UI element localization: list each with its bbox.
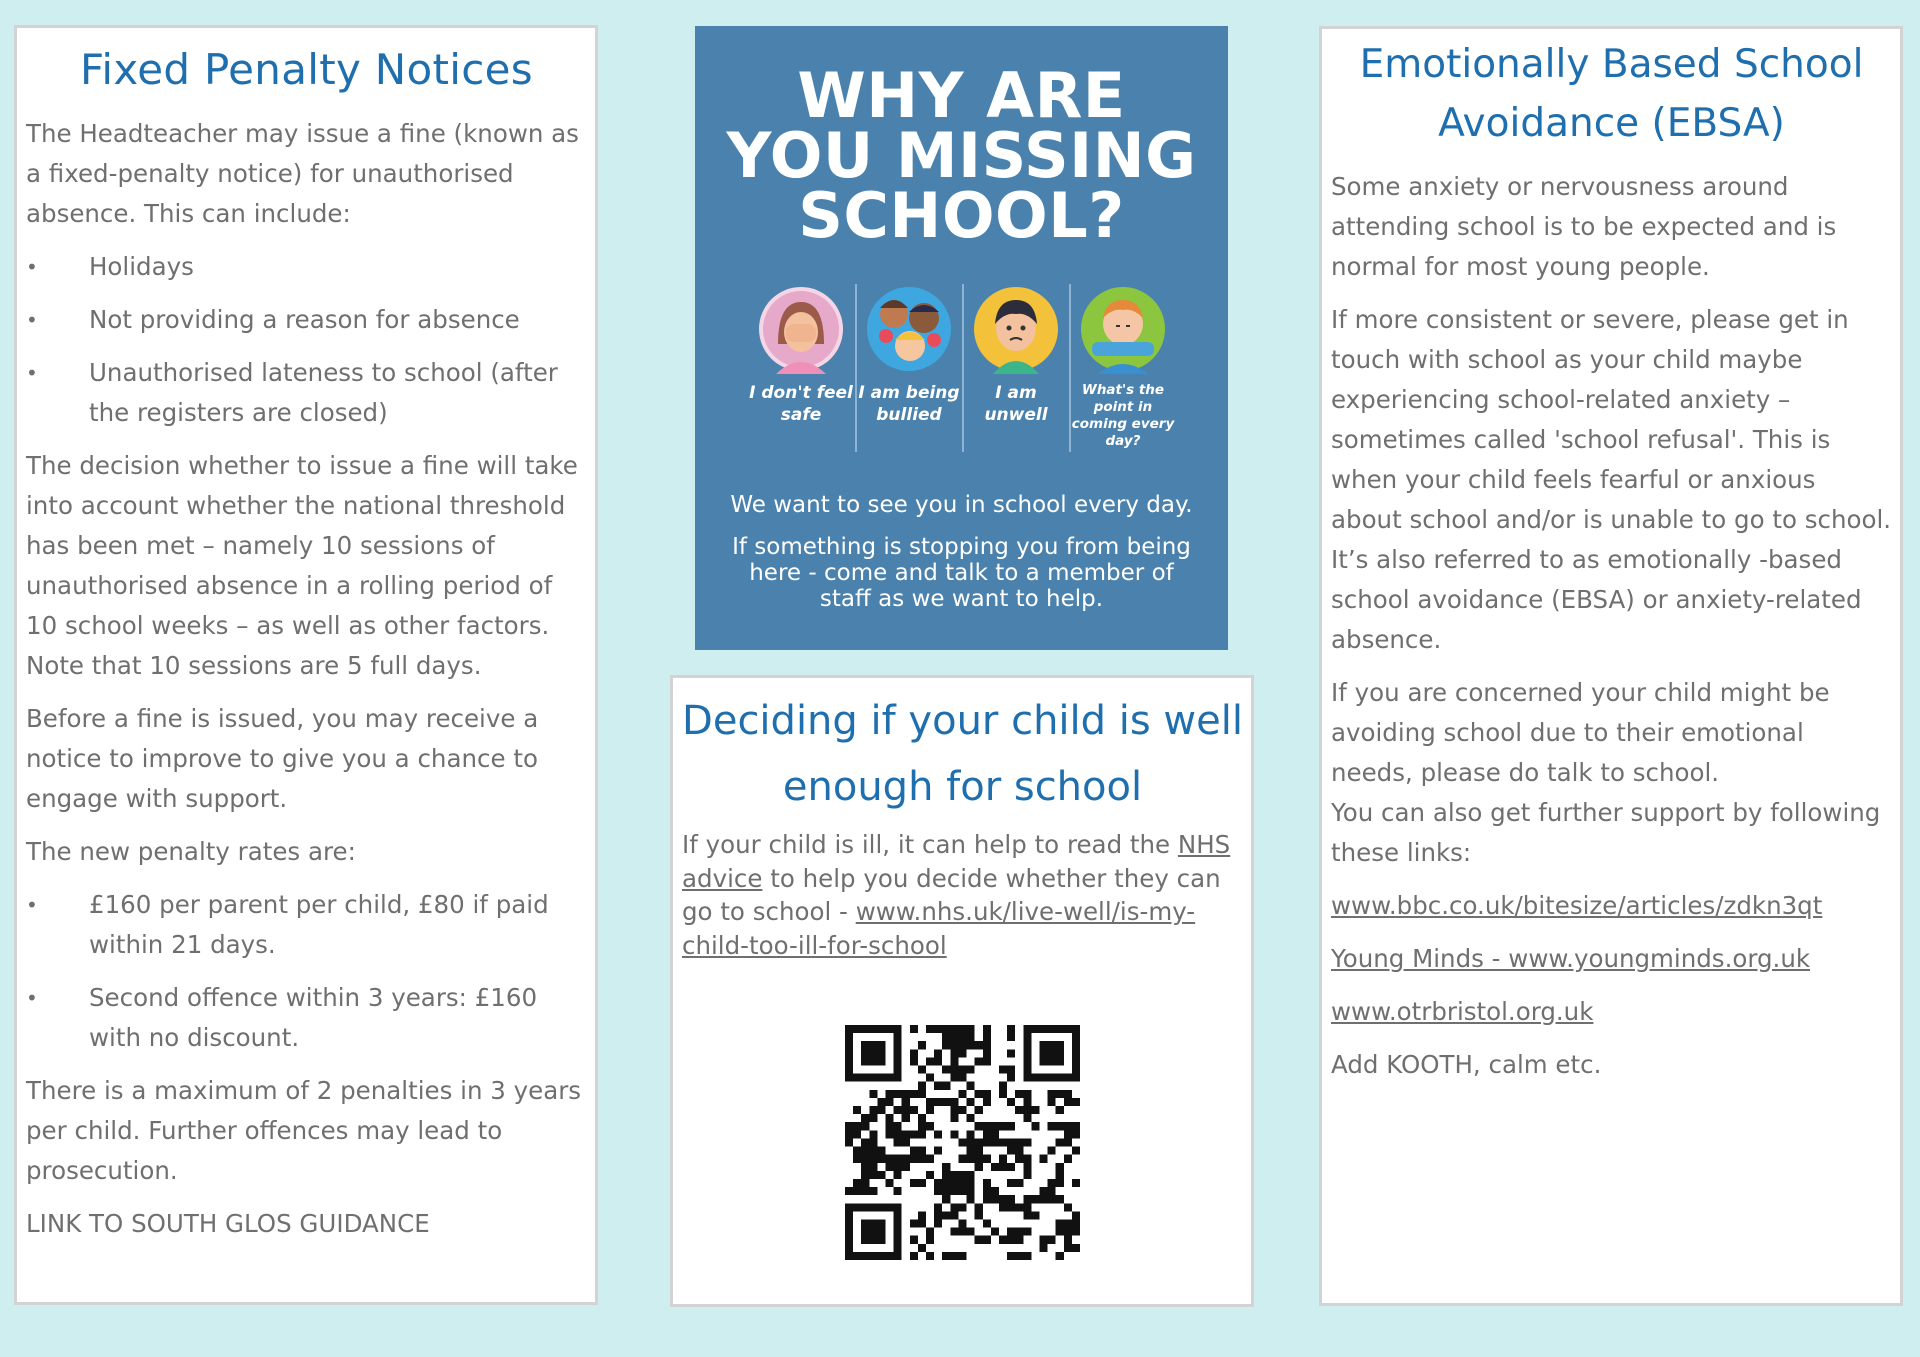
- poster-message: We want to see you in school every day.: [730, 492, 1193, 518]
- ebsa-paragraph-severe: If more consistent or severe, please get in touch with school as your child maybe experiencing school-related anxiety – sometimes called 'school refusal'. This is when your child feels fearful or anxious about school and/or is unable to go to school. It’s also referred to as emotionally -based school avoidance (EBSA) or anxiety-related absence.: [1331, 305, 1892, 654]
- bored-child-icon: [1078, 284, 1168, 374]
- ebsa-paragraph-normal: Some anxiety or nervousness around attending school is to be expected and is normal for most young people.: [1331, 172, 1837, 281]
- poster-help-message: If something is stopping you from being here - come and talk to a member of staff as we want to help.: [732, 534, 1191, 612]
- ebsa-title: Emotionally Based School Avoidance (EBSA): [1359, 42, 1864, 146]
- reason-not-safe: [748, 284, 855, 452]
- poster-icons-row: [695, 284, 1228, 452]
- ebsa-panel: [1319, 26, 1903, 1306]
- reason-unwell: [962, 284, 1069, 452]
- nhs-url-link[interactable]: www.nhs.uk/live-well/is-my-child-too-ill-for-school: [682, 897, 1196, 960]
- fixed-penalty-panel: [14, 25, 598, 1305]
- qr-code-icon[interactable]: [845, 1025, 1080, 1260]
- reason-bullied: [855, 284, 962, 452]
- notice-paragraph: Before a fine is issued, you may receive a notice to improve to give you a chance to engage with support.: [26, 704, 539, 813]
- list-item: • Not providing a reason for absence: [26, 300, 587, 340]
- bullied-group-icon: [864, 284, 954, 374]
- threshold-paragraph: The decision whether to issue a fine will take into account whether the national threshold has been met – namely 10 sessions of unauthorised absence in a rolling period of 10 school weeks – as well as other factors. Note that 10 sessions are 5 full days.: [26, 451, 578, 680]
- why-missing-school-poster: [695, 26, 1228, 650]
- otr-bristol-link[interactable]: www.otrbristol.org.uk: [1331, 997, 1594, 1026]
- ebsa-further-support: You can also get further support by following these links:: [1331, 798, 1881, 867]
- covering-face-icon: [756, 284, 846, 374]
- list-item: • £160 per parent per child, £80 if paid within 21 days.: [26, 885, 587, 965]
- young-minds-link[interactable]: Young Minds - www.youngminds.org.uk: [1331, 944, 1811, 973]
- penalty-rates-list: [26, 885, 587, 1058]
- unwell-child-icon: [971, 284, 1061, 374]
- guidance-link-note: LINK TO SOUTH GLOS GUIDANCE: [26, 1209, 430, 1238]
- poster-title: WHY ARE YOU MISSING SCHOOL?: [726, 59, 1197, 252]
- ebsa-paragraph-concerned: If you are concerned your child might be avoiding school due to their emotional needs, please do talk to school.: [1331, 678, 1830, 787]
- absence-types-list: [26, 247, 587, 433]
- list-item: • Unauthorised lateness to school (after the registers are closed): [26, 353, 587, 433]
- nhs-advice-link[interactable]: NHS advice: [682, 830, 1231, 893]
- list-item: • Second offence within 3 years: £160 with no discount.: [26, 978, 587, 1058]
- list-item: • Holidays: [26, 247, 587, 287]
- bbc-bitesize-link[interactable]: www.bbc.co.uk/bitesize/articles/zdkn3qt: [1331, 891, 1823, 920]
- reason-no-point: [1069, 284, 1176, 452]
- reason-label: I am being bullied: [858, 383, 960, 425]
- fixed-penalty-intro: The Headteacher may issue a fine (known as a fixed-penalty notice) for unauthorised absence. This can include:: [26, 119, 579, 228]
- nhs-advice-paragraph: If your child is ill, it can help to read the NHS advice to help you decide whether they can go to school - www.nhs.uk/live-well/is-my-child-too-ill-for-school: [682, 830, 1231, 960]
- maximum-penalties-paragraph: There is a maximum of 2 penalties in 3 years per child. Further offences may lead to prosecution.: [26, 1076, 582, 1185]
- reason-label: I don't feel safe: [749, 383, 853, 425]
- reason-label: What's the point in coming every day?: [1071, 382, 1175, 449]
- rates-intro: The new penalty rates are:: [26, 837, 356, 866]
- ebsa-footer-note: Add KOOTH, calm etc.: [1331, 1050, 1602, 1079]
- well-enough-title: Deciding if your child is well enough for school: [682, 698, 1243, 810]
- reason-label: I am unwell: [984, 383, 1048, 425]
- fixed-penalty-title: Fixed Penalty Notices: [80, 45, 533, 94]
